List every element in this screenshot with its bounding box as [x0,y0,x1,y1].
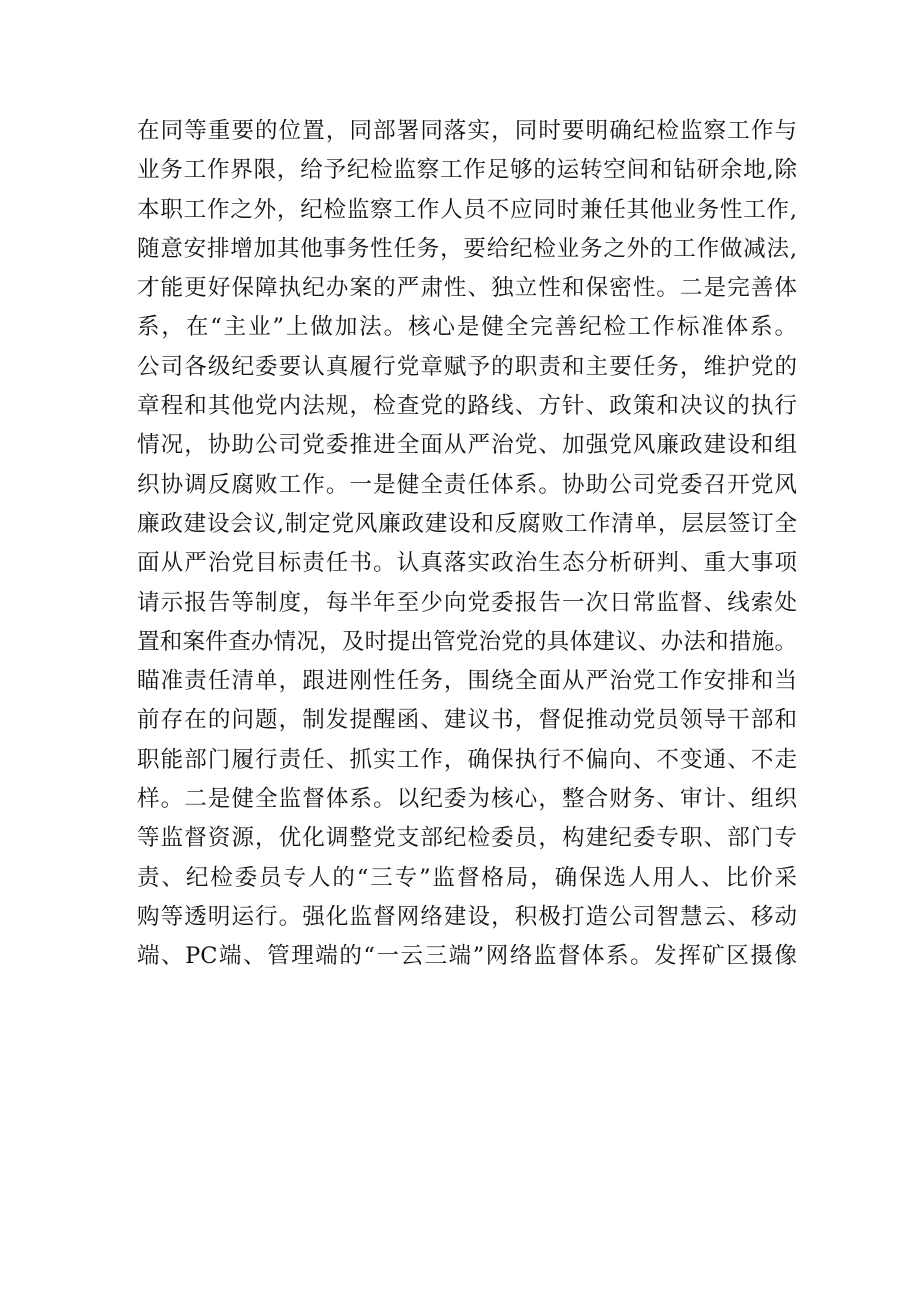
text-line: 购等透明运行。强化监督网络建设，积极打造公司智慧云、移动 [137,903,797,930]
text-line: 置和案件查办情况，及时提出管党治党的具体建议、办法和措施。 [137,628,797,655]
text-line: 章程和其他党内法规，检查党的路线、方针、政策和决议的执行 [137,393,797,420]
text-line: 瞄准责任清单，跟进刚性任务，围绕全面从严治党工作安排和当 [137,668,797,695]
text-line: 廉政建设会议,制定党风廉政建设和反腐败工作清单，层层签订全 [137,510,797,537]
text-line: 系，在“主业”上做加法。核心是健全完善纪检工作标准体系。 [137,314,797,341]
text-line: 随意安排增加其他事务性任务，要给纪检业务之外的工作做减法, [137,235,797,262]
body-paragraph [137,112,797,977]
text-line: 责、纪检委员专人的“三专”监督格局，确保选人用人、比价采 [137,864,797,891]
text-line: 职能部门履行责任、抓实工作，确保执行不偏向、不变通、不走 [137,746,797,773]
text-line: 前存在的问题，制发提醒函、建议书，督促推动党员领导干部和 [137,707,797,734]
text-line: 本职工作之外，纪检监察工作人员不应同时兼任其他业务性工作, [137,196,797,223]
text-line: 面从严治党目标责任书。认真落实政治生态分析研判、重大事项 [137,550,797,577]
text-line: 织协调反腐败工作。一是健全责任体系。协助公司党委召开党风 [137,471,797,498]
text-line: 端、PC端、管理端的“一云三端”网络监督体系。发挥矿区摄像 [137,943,797,970]
text-line: 才能更好保障执纪办案的严肃性、独立性和保密性。二是完善体 [137,275,797,302]
text-line: 等监督资源，优化调整党支部纪检委员，构建纪委专职、部门专 [137,825,797,852]
text-line: 公司各级纪委要认真履行党章赋予的职责和主要任务，维护党的 [137,353,797,380]
text-line: 样。二是健全监督体系。以纪委为核心，整合财务、审计、组织 [137,786,797,813]
text-line: 业务工作界限，给予纪检监察工作足够的运转空间和钻研余地,除 [137,157,797,184]
text-line: 情况，协助公司党委推进全面从严治党、加强党风廉政建设和组 [137,432,797,459]
text-line: 在同等重要的位置，同部署同落实，同时要明确纪检监察工作与 [137,118,797,144]
text-line: 请示报告等制度，每半年至少向党委报告一次日常监督、线索处 [137,589,797,616]
